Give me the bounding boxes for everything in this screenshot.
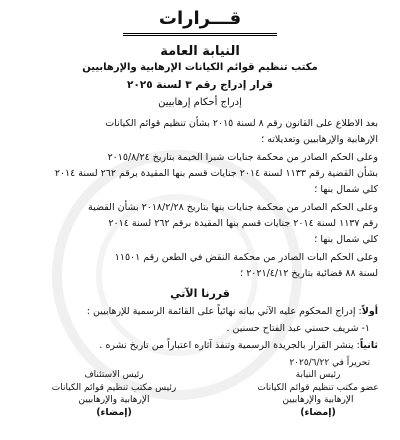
body-line: كلي شمال بنها ؛ xyxy=(314,234,378,245)
authority-name: النيابة العامة xyxy=(160,44,240,59)
decision-subject: إدراج أحكام إرهابيين xyxy=(158,97,242,108)
office-name: مكتب تنظيم قوائم الكيانات الإرهابية والإرهابيين xyxy=(82,62,318,73)
body-line: وعلى الحكم البات الصادر من محكمة النقض في الطعن رقم ١١٥٠١ xyxy=(114,252,378,263)
body-line: بعد الاطلاع على القانون رقم ٨ لسنة ٢٠١٥ بشأن تنظيم قوائم الكيانات xyxy=(105,118,378,129)
clause-second-text: : ينشر القرار بالجريدة الرسمية وتنفذ آثاره اعتباراً من تاريخ نشره . xyxy=(99,340,360,351)
clause-second-label: ثانياً xyxy=(359,340,378,351)
header xyxy=(0,8,400,36)
clause-first xyxy=(22,305,378,318)
signer-title: رئيس النيابة xyxy=(295,370,341,380)
body-line: كلي شمال بنها ؛ xyxy=(314,184,378,195)
issue-date: تحريراً في ٢٠٢٥/٦/٢٢ xyxy=(289,358,370,368)
page-title: قـــرارات xyxy=(123,8,277,36)
body-line: وعلى الحكم الصادر من محكمة جنايات بنها بتاريخ ٢٠١٨/٢/٢٨ بشأن القضية xyxy=(88,202,378,213)
signer-role: الإرهابية والإرهابيين xyxy=(282,395,354,405)
signature-block-right xyxy=(248,369,388,419)
decided-heading: قررنا الآتي xyxy=(170,287,230,300)
signature-mark: (إمضاء) xyxy=(96,406,132,418)
clause-second xyxy=(22,339,378,352)
signer-role: رئيس مكتب تنظيم قوائم الكيانات xyxy=(51,382,177,393)
body-line: وعلى الحكم الصادر من محكمة جنايات شبرا الخيمة بتاريخ ٢٠١٥/٨/٢٤ xyxy=(107,152,378,163)
listed-person: ١- شريف حسني عبد الفتاح حسنين . xyxy=(226,323,370,334)
signature-block-left xyxy=(44,369,184,419)
clause-first-label: أولاً xyxy=(361,306,378,317)
clause-first-text: : إدراج المحكوم عليه الآتي بيانه نهائياً على القائمة الرسمية للإرهابيين : xyxy=(86,306,362,317)
signer-title: رئيس الاستئناف xyxy=(84,370,144,380)
body-line: الإرهابية والإرهابيين وتعديلاته ؛ xyxy=(261,134,378,145)
decision-number: قرار إدراج رقم ٣ لسنة ٢٠٢٥ xyxy=(126,79,274,91)
body-line: لسنة ٨٨ قضائية بتاريخ ٢٠٢١/٤/١٢ ؛ xyxy=(240,268,378,279)
body-line: بشأن القضية رقم ١١٣٣ لسنة ٢٠١٤ جنايات قسم بنها المقيدة برقم ٢٦٢ لسنة ٢٠١٤ xyxy=(54,168,378,179)
signer-role: الإرهابية والإرهابيين xyxy=(78,395,150,405)
signature-mark: (إمضاء) xyxy=(300,406,336,418)
body-line: رقم ١١٣٧ لسنة ٢٠١٤ جنايات قسم بنها المقيدة برقم ٢٦٢ لسنة ٢٠١٤ xyxy=(108,218,378,229)
signer-role: عضو مكتب تنظيم قوائم الكيانات xyxy=(257,382,379,393)
